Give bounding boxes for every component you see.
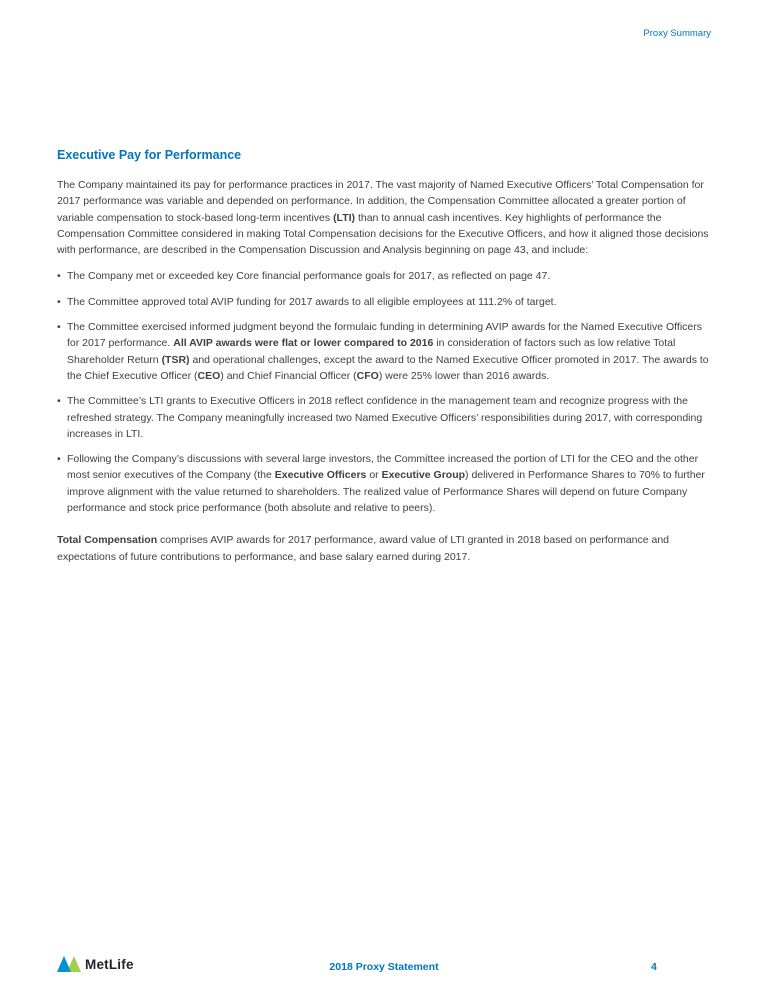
list-item-text: The Committee exercised informed judgment beyond the formulaic funding in determining AVIP awards for the Named Executive Officers for 2017 performance. All AVIP awards were flat or lower compared to 2016 in consideration of factors such as low relative Total Shareholder Return (TSR) and operational challenges, except the award to the Named Executive Officer promoted in 2017. The awards to the Chief Executive Officer (CEO) and Chief Financial Officer (CFO) were 25% lower than 2016 awards. — [67, 321, 709, 382]
running-header: Proxy Summary — [643, 28, 711, 39]
bullet-icon: • — [57, 321, 61, 334]
bullet-icon: • — [57, 453, 61, 466]
page-number: 4 — [651, 961, 657, 973]
footer-document-title: 2018 Proxy Statement — [329, 961, 439, 973]
list-item-text: The Company met or exceeded key Core financial performance goals for 2017, as reflected on page 47. — [67, 270, 551, 283]
page-content — [57, 148, 713, 565]
list-item — [57, 319, 713, 384]
metlife-wordmark: MetLife — [85, 956, 134, 972]
list-item-text: Following the Company’s discussions with several large investors, the Committee increased the portion of LTI for the CEO and the other most senior executives of the Company (the Executive Officers or Executive Group) delivered in Performance Shares to 70% to further improve alignment with the value returned to shareholders. The realized value of Performance Shares will depend on future Company performance and stock price performance (both absolute and relative to peers). — [67, 453, 705, 515]
section-title: Executive Pay for Performance — [57, 148, 242, 162]
list-item — [57, 268, 713, 284]
intro-paragraph: The Company maintained its pay for performance practices in 2017. The vast majority of Named Executive Officers’ Total Compensation for 2017 performance was variable and depended on performance. In addition, the Compensation Committee allocated a greater portion of variable compensation to stock-based long-term incentives (LTI) than to annual cash incentives. Key highlights of performance the Compensation Committee considered in making Total Compensation decisions for the Executive Officers, and how it aligned those decisions with performance, are described in the Compensation Discussion and Analysis beginning on page 43, and include: — [57, 179, 709, 257]
list-item — [57, 294, 713, 310]
page-footer — [57, 954, 711, 978]
bullet-list — [57, 268, 713, 516]
list-item — [57, 451, 713, 516]
list-item-text: The Committee’s LTI grants to Executive Officers in 2018 reflect confidence in the management team and recognize progress with the refreshed strategy. The Company meaningfully increased two Named Executive Officers’ responsibilities during 2017, with corresponding increases in LTI. — [67, 395, 703, 440]
list-item-text: The Committee approved total AVIP funding for 2017 awards to all eligible employees at 111.2% of target. — [67, 295, 557, 308]
bullet-icon: • — [57, 295, 61, 308]
closing-paragraph: Total Compensation comprises AVIP awards for 2017 performance, award value of LTI granted in 2018 based on performance and expectations of future contributions to performance, and base salary earned during 2017. — [57, 534, 670, 563]
list-item — [57, 393, 713, 442]
bullet-icon: • — [57, 395, 61, 408]
bullet-icon: • — [57, 270, 61, 283]
